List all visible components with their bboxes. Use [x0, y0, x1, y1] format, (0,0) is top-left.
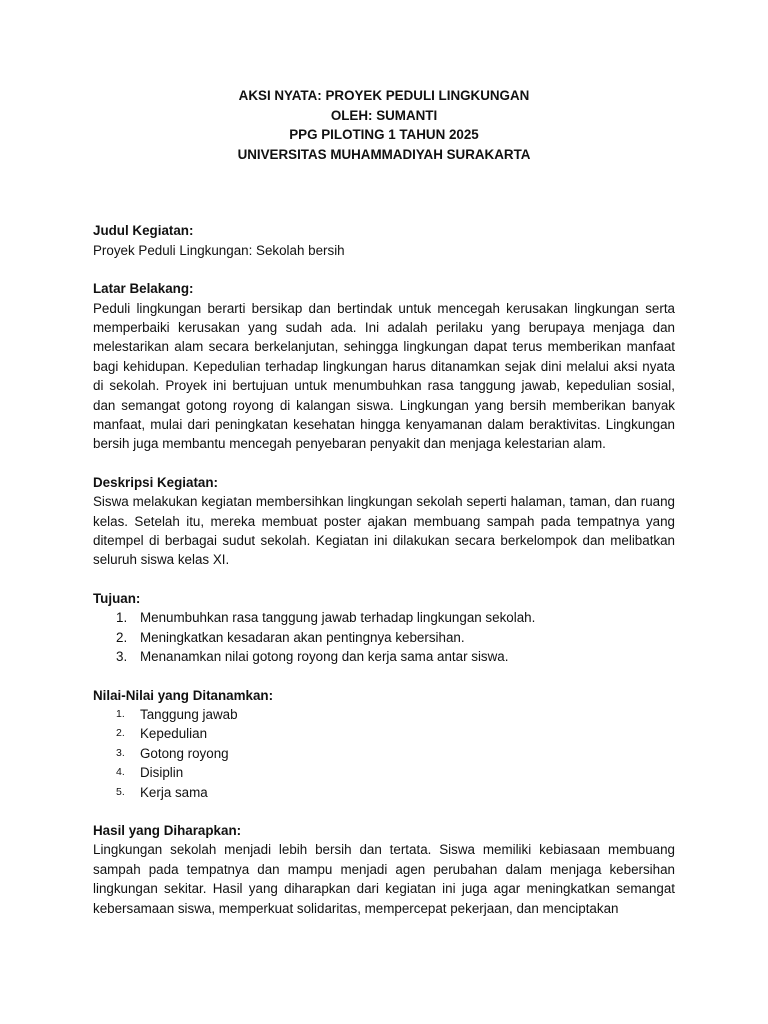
- list-item: [93, 628, 675, 647]
- section-heading: Latar Belakang:: [93, 281, 194, 297]
- list-number: 1.: [116, 707, 125, 720]
- tujuan-list: [93, 608, 675, 666]
- section-paragraph: Lingkungan sekolah menjadi lebih bersih dan tertata. Siswa memiliki kebiasaan membuang sampah pada tempatnya dan mampu menjadi agen perubahan dalam menjaga kebersihan lingkungan sekitar. Hasil yang diharapkan dari kegiatan ini juga agar meningkatkan semangat kebersamaan siswa, memperkuat solidaritas, mempercepat pekerjaan, dan menciptakan: [93, 842, 675, 916]
- section-text: Proyek Peduli Lingkungan: Sekolah bersih: [93, 242, 345, 258]
- university-line: UNIVERSITAS MUHAMMADIYAH SURAKARTA: [237, 146, 531, 162]
- section-deskripsi: [93, 473, 675, 570]
- list-item: [93, 608, 675, 627]
- list-text: Kepedulian: [140, 726, 208, 742]
- section-hasil: [93, 821, 675, 918]
- section-judul: [93, 221, 675, 260]
- list-text: Kerja sama: [140, 784, 208, 800]
- list-number: 4.: [116, 766, 125, 779]
- section-tujuan: [93, 589, 675, 667]
- list-text: Tanggung jawab: [140, 706, 238, 722]
- section-paragraph: Peduli lingkungan berarti bersikap dan bertindak untuk mencegah kerusakan lingkungan serta memperbaiki kerusakan yang sudah ada. Ini adalah perilaku yang berupaya menjaga dan melestarikan alam secara berkelanjutan, sehingga lingkungan dapat terus memberikan manfaat bagi kehidupan. Kepedulian terhadap lingkungan harus ditanamkan sejak dini melalui aksi nyata di sekolah. Proyek ini bertujuan untuk menumbuhkan rasa tanggung jawab, kepedulian sosial, dan semangat gotong royong di kalangan siswa. Lingkungan yang bersih memberikan banyak manfaat, mulai dari peningkatan kesehatan hingga kenyamanan dalam beraktivitas. Lingkungan bersih juga membantu mencegah penyebaran penyakit dan menjaga kelestarian alam.: [93, 300, 675, 452]
- list-item: [93, 705, 675, 724]
- section-nilai: [93, 686, 675, 802]
- list-number: 5.: [116, 785, 125, 798]
- list-number: 3.: [116, 649, 128, 665]
- list-item: [93, 647, 675, 666]
- list-text: Disiplin: [140, 765, 184, 781]
- author-line: OLEH: SUMANTI: [330, 107, 438, 123]
- section-heading: Hasil yang Diharapkan:: [93, 822, 242, 838]
- list-item: [93, 744, 675, 763]
- list-text: Meningkatkan kesadaran akan pentingnya kebersihan.: [140, 629, 465, 645]
- list-item: [93, 783, 675, 802]
- list-number: 3.: [116, 746, 125, 759]
- program-line: PPG PILOTING 1 TAHUN 2025: [289, 127, 479, 143]
- section-heading: Deskripsi Kegiatan:: [93, 474, 219, 490]
- list-number: 1.: [116, 610, 128, 626]
- section-latar-belakang: [93, 279, 675, 454]
- list-item: [93, 763, 675, 782]
- section-heading: Judul Kegiatan:: [93, 223, 194, 239]
- title-line: AKSI NYATA: PROYEK PEDULI LINGKUNGAN: [238, 88, 530, 103]
- document-title-block: [93, 86, 675, 164]
- list-item: [93, 724, 675, 743]
- list-number: 2.: [116, 629, 128, 645]
- section-heading: Nilai-Nilai yang Ditanamkan:: [93, 687, 274, 703]
- list-text: Gotong royong: [140, 745, 229, 761]
- section-heading: Tujuan:: [93, 590, 141, 606]
- list-text: Menumbuhkan rasa tanggung jawab terhadap lingkungan sekolah.: [140, 610, 536, 626]
- section-paragraph: Siswa melakukan kegiatan membersihkan lingkungan sekolah seperti halaman, taman, dan ruang kelas. Setelah itu, mereka membuat poster ajakan membuang sampah pada tempatnya yang ditempel di berbagai sudut sekolah. Kegiatan ini dilakukan secara berkelompok dan melibatkan seluruh siswa kelas XI.: [93, 494, 675, 568]
- nilai-list: [93, 705, 675, 802]
- list-number: 2.: [116, 727, 125, 740]
- list-text: Menanamkan nilai gotong royong dan kerja sama antar siswa.: [140, 649, 509, 665]
